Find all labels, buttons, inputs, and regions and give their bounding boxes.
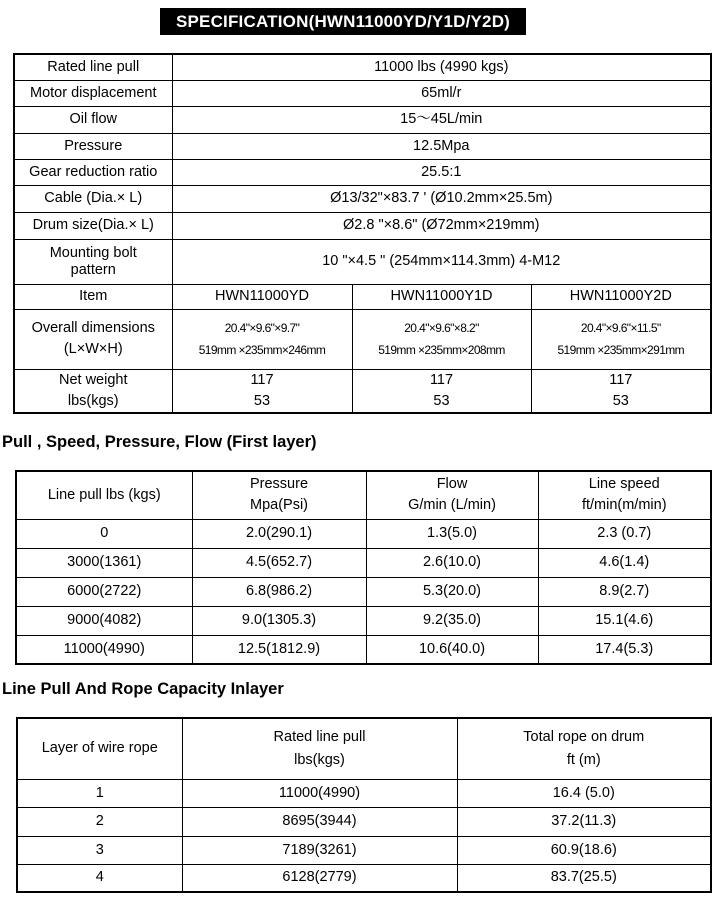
- dimensions-value: [531, 309, 711, 369]
- rope-capacity-heading: Line Pull And Rope Capacity Inlayer: [2, 680, 284, 698]
- spec-label: Pressure: [14, 133, 172, 159]
- table-row: [17, 864, 711, 892]
- spec-value: 11000 lbs (4990 kgs): [172, 54, 711, 80]
- weight-lbs: 117: [250, 371, 274, 388]
- table-cell: 60.9(18.6): [457, 836, 711, 864]
- table-row: [16, 577, 711, 606]
- spec-value: Ø13/32"×83.7 ' (Ø10.2mm×25.5m): [172, 185, 711, 212]
- table-cell: 0: [16, 519, 192, 548]
- performance-heading: Pull , Speed, Pressure, Flow (First layer): [2, 433, 317, 451]
- weight-row: [14, 369, 711, 413]
- dimensions-row: [14, 309, 711, 369]
- table-row: [16, 548, 711, 577]
- model-header-row: [14, 284, 711, 309]
- table-cell: 17.4(5.3): [538, 635, 711, 664]
- table-cell: 12.5(1812.9): [192, 635, 366, 664]
- table-row: [16, 606, 711, 635]
- weight-value: [172, 369, 352, 413]
- spec-row: [14, 133, 711, 159]
- dimensions-imperial: 20.4"×9.6"×8.2": [404, 321, 479, 335]
- column-header: [366, 471, 538, 519]
- spec-label: Cable (Dia.× L): [14, 185, 172, 212]
- model-name: HWN11000Y1D: [352, 284, 531, 309]
- table-cell: 2.0(290.1): [192, 519, 366, 548]
- table-cell: 1.3(5.0): [366, 519, 538, 548]
- table-cell: 9.2(35.0): [366, 606, 538, 635]
- spec-label: Rated line pull: [14, 54, 172, 80]
- spec-label: Gear reduction ratio: [14, 159, 172, 185]
- dimensions-label-line: (L×W×H): [63, 341, 123, 357]
- weight-lbs: 117: [609, 371, 633, 388]
- spec-label: Oil flow: [14, 106, 172, 133]
- column-header-line: Total rope on drum: [523, 728, 645, 745]
- table-cell: 9.0(1305.3): [192, 606, 366, 635]
- weight-label-line: lbs(kgs): [67, 392, 119, 409]
- weight-kgs: 53: [433, 392, 450, 409]
- weight-label: [14, 369, 172, 413]
- table-row: [17, 807, 711, 836]
- table-cell: 4: [17, 864, 182, 892]
- table-cell: 6000(2722): [16, 577, 192, 606]
- page-title: SPECIFICATION(HWN11000YD/Y1D/Y2D): [160, 8, 526, 35]
- spec-row: [14, 80, 711, 106]
- spec-row: [14, 212, 711, 239]
- spec-label: Drum size(Dia.× L): [14, 212, 172, 239]
- table-row: [16, 635, 711, 664]
- column-header-line: Mpa(Psi): [249, 497, 308, 514]
- column-header-line: Line speed: [588, 476, 660, 493]
- dimensions-value: [352, 309, 531, 369]
- column-header-line: Line pull lbs (kgs): [47, 486, 161, 503]
- spec-value: 12.5Mpa: [172, 133, 711, 159]
- table-cell: 16.4 (5.0): [457, 779, 711, 807]
- spec-row: [14, 185, 711, 212]
- table-cell: 2.6(10.0): [366, 548, 538, 577]
- table-cell: 15.1(4.6): [538, 606, 711, 635]
- table-cell: 10.6(40.0): [366, 635, 538, 664]
- column-header: [16, 471, 192, 519]
- table-cell: 6.8(986.2): [192, 577, 366, 606]
- column-header: [182, 718, 457, 779]
- spec-row: [14, 239, 711, 284]
- column-header-line: Flow: [436, 476, 468, 493]
- column-header-line: Layer of wire rope: [41, 740, 158, 757]
- table-cell: 37.2(11.3): [457, 807, 711, 836]
- weight-lbs: 117: [429, 371, 454, 388]
- table-cell: 8695(3944): [182, 807, 457, 836]
- dimensions-label-line: Overall dimensions: [31, 320, 155, 336]
- column-header: [17, 718, 182, 779]
- table-row: [17, 836, 711, 864]
- table-cell: 4.6(1.4): [538, 548, 711, 577]
- column-header-line: ft (m): [566, 751, 601, 768]
- weight-value: [531, 369, 711, 413]
- table-cell: 1: [17, 779, 182, 807]
- column-header-line: lbs(kgs): [294, 751, 345, 768]
- spec-label-line: pattern: [70, 261, 116, 278]
- performance-header-row: [16, 471, 711, 519]
- dimensions-label: [14, 309, 172, 369]
- column-header: [457, 718, 711, 779]
- dimensions-metric: 519mm ×235mm×246mm: [198, 343, 326, 357]
- dimensions-metric: 519mm ×235mm×291mm: [557, 343, 685, 357]
- spec-label: [14, 239, 172, 284]
- table-row: [16, 519, 711, 548]
- weight-kgs: 53: [612, 392, 629, 409]
- table-cell: 7189(3261): [182, 836, 457, 864]
- spec-value: 25.5:1: [172, 159, 711, 185]
- column-header-line: ft/min(m/min): [581, 497, 667, 514]
- spec-value: 65ml/r: [172, 80, 711, 106]
- table-cell: 2.3 (0.7): [538, 519, 711, 548]
- spec-value: 15～45L/min: [172, 106, 711, 133]
- spec-label-line: Mounting bolt: [49, 244, 137, 261]
- table-cell: 11000(4990): [182, 779, 457, 807]
- table-cell: 3000(1361): [16, 548, 192, 577]
- rope-header-row: [17, 718, 711, 779]
- column-header-line: Rated line pull: [273, 728, 366, 745]
- table-cell: 2: [17, 807, 182, 836]
- dimensions-metric: 519mm ×235mm×208mm: [378, 343, 505, 357]
- dimensions-value: [172, 309, 352, 369]
- spec-value: 10 "×4.5 " (254mm×114.3mm) 4-M12: [172, 239, 711, 284]
- table-cell: 3: [17, 836, 182, 864]
- weight-value: [352, 369, 531, 413]
- spec-label: Motor displacement: [14, 80, 172, 106]
- table-cell: 9000(4082): [16, 606, 192, 635]
- item-label: Item: [14, 284, 172, 309]
- table-cell: 11000(4990): [16, 635, 192, 664]
- weight-kgs: 53: [253, 392, 271, 409]
- column-header: [538, 471, 711, 519]
- table-cell: 6128(2779): [182, 864, 457, 892]
- weight-label-line: Net weight: [58, 371, 128, 388]
- model-name: HWN11000YD: [172, 284, 352, 309]
- spec-value: Ø2.8 "×8.6" (Ø72mm×219mm): [172, 212, 711, 239]
- spec-row: [14, 159, 711, 185]
- column-header-line: G/min (L/min): [408, 497, 496, 514]
- table-cell: 5.3(20.0): [366, 577, 538, 606]
- table-cell: 8.9(2.7): [538, 577, 711, 606]
- spec-row: [14, 54, 711, 80]
- column-header: [192, 471, 366, 519]
- column-header-line: Pressure: [249, 476, 309, 493]
- rope-capacity-table: [16, 717, 712, 893]
- table-row: [17, 779, 711, 807]
- model-name: HWN11000Y2D: [531, 284, 711, 309]
- spec-row: [14, 106, 711, 133]
- table-cell: 83.7(25.5): [457, 864, 711, 892]
- table-cell: 4.5(652.7): [192, 548, 366, 577]
- specification-table: [13, 53, 712, 414]
- performance-table: [15, 470, 712, 665]
- dimensions-imperial: 20.4"×9.6"×11.5": [580, 321, 661, 335]
- dimensions-imperial: 20.4"×9.6"×9.7": [224, 321, 300, 335]
